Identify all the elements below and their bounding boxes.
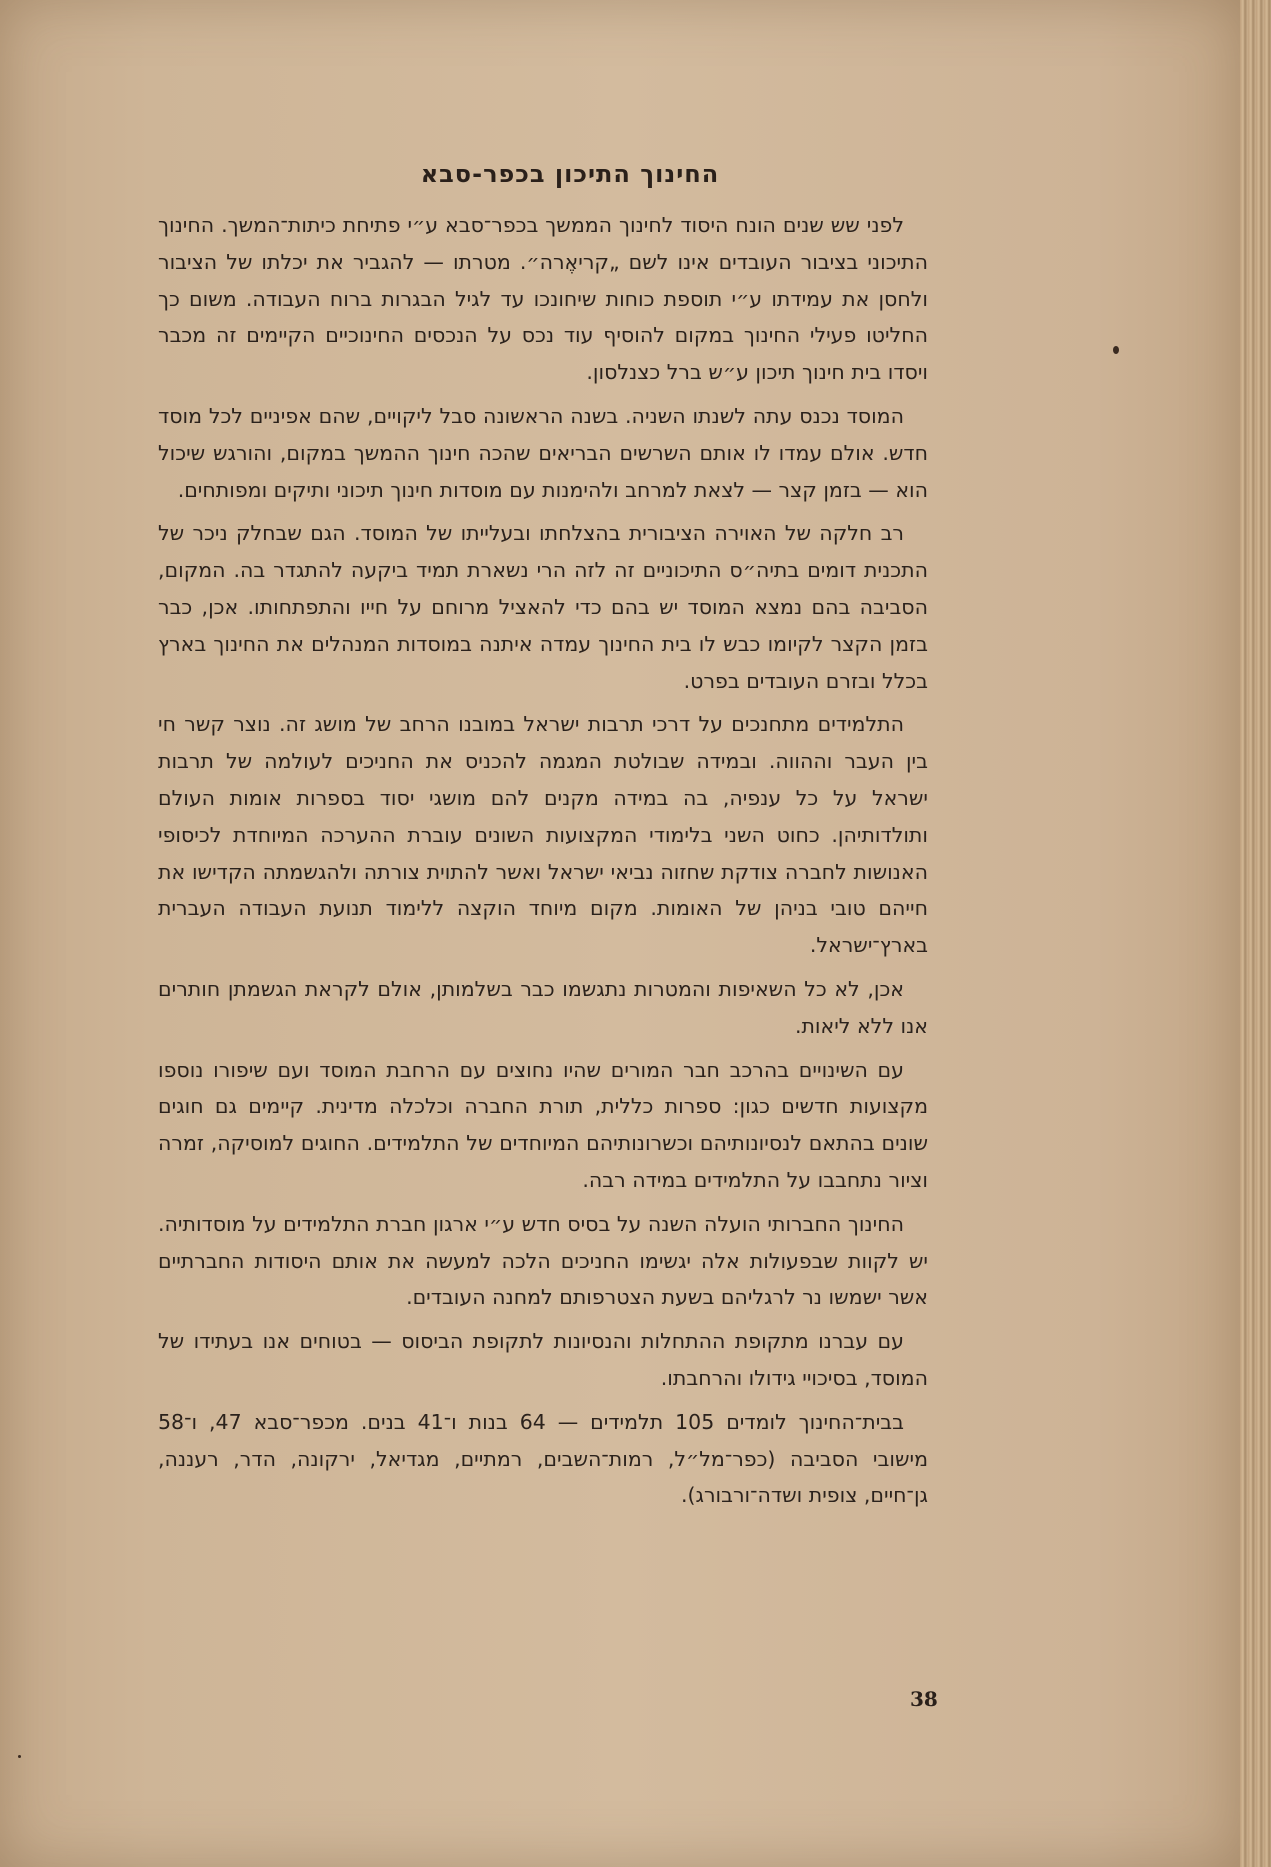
paragraph-1: לפני שש שנים הונח היסוד לחינוך הממשך בכפר־סבא ע״י פתיחת כיתות־המשך. החינוך התיכוני בציבור העובדים אינו לשם „קריאֶרה״. מטרתו — להגביר את יכלתו של הציבור ולחסן את עמידתו ע״י תוספת כוחות שיחונכו עד לגיל הבגרות ברוח העבודה. משום כך החליטו פעילי החינוך במקום להוסיף עוד נכס על הנכסים החינוכיים הקיימים זה מכבר ויסדו בית חינוך תיכון ע״ש ברל כצנלסון. (158, 213, 928, 385)
paragraph-2: המוסד נכנס עתה לשנתו השניה. בשנה הראשונה סבל ליקויים, שהם אפיניים לכל מוסד חדש. אולם עמדו לו אותם השרשים הבריאים שהכה חינוך ההמשך במקום, והורגש שיכול הוא — בזמן קצר — לצאת למרחב ולהימנות עם מוסדות חינוך תיכוני ותיקים ומפותחים. (158, 403, 928, 502)
paragraph-6: עם השינויים בהרכב חבר המורים שהיו נחוצים עם הרחבת המוסד ועם שיפורו נוספו מקצועות חדשים כגון: ספרות כללית, תורת החברה וכלכלה מדינית. קיימים גם חוגים שונים בהתאם לנסיונותיהם וכשרונותיהם המיוחדים של התלמידים. החוגים למוסיקה, זמרה וציור נתחבבו על התלמידים במידה רבה. (158, 1057, 928, 1192)
article-body (158, 207, 928, 1521)
paper-speck (1113, 346, 1119, 354)
paragraph-5: אכן, לא כל השאיפות והמטרות נתגשמו כבר בשלמותן, אולם לקראת הגשמתן חותרים אנו ללא ליאות. (158, 976, 928, 1038)
page-title: החינוך התיכון בכפר-סבא (420, 160, 720, 188)
paragraph-7: החינוך החברותי הועלה השנה על בסיס חדש ע״י ארגון חברת התלמידים על מוסדותיה. יש לקוות שבפעולות אלה יגשימו החניכים הלכה למעשה את אותם היסודות החברתיים אשר ישמשו נר לרגליהם בשעת הצטרפותם למחנה העובדים. (158, 1211, 928, 1310)
page-edge (1240, 0, 1271, 1867)
paragraph-4: התלמידים מתחנכים על דרכי תרבות ישראל במובנו הרחב של מושג זה. נוצר קשר חי בין העבר וההווה. ובמידה שבולטת המגמה להכניס את החניכים לעולמה של תרבות ישראל על כל ענפיה, בה במידה מקנים להם מושגי יסוד בספרות אומות העולם ותולדותיהן. כחוט השני בלימודי המקצועות השונים עוברת ההערכה המיוחדת לכיסופי האנושות לחברה צודקת שחזוה נביאי ישראל ואשר להתוית צורתה ולהגשמתה הקדישו את חייהם טובי בניהן של האומות. מקום מיוחד הוקצה ללימוד תנועת העבודה העברית בארץ־ישראל. (158, 712, 928, 958)
paragraph-9: בבית־החינוך לומדים 105 תלמידים — 64 בנות ו־41 בנים. מכפר־סבא 47, ו־58 מישובי הסביבה (כפר־מל״ל, רמות־השבים, רמתיים, מגדיאל, ירקונה, הדר, רעננה, גן־חיים, צופית ושדה־ורבורג). (158, 1409, 928, 1508)
paper-speck (18, 1755, 21, 1758)
paragraph-8: עם עברנו מתקופת ההתחלות והנסיונות לתקופת הביסוס — בטוחים אנו בעתידו של המוסד, בסיכויי גידולו והרחבתו. (158, 1329, 928, 1390)
paragraph-3: רב חלקה של האוירה הציבורית בהצלחתו ובעלייתו של המוסד. הגם שבחלק ניכר של התכנית דומים בתיה״ס התיכוניים זה לזה הרי נשארת תמיד ביקעה להתגדר בה. המקום, הסביבה בהם נמצא המוסד יש בהם כדי להאציל מרוחם על חייו והתפתחותו. אכן, כבר בזמן הקצר לקיומו כבש לו בית החינוך עמדה איתנה במוסדות המנהלים את החינוך בארץ בכלל ובזרם העובדים בפרט. (158, 521, 928, 693)
page-number: 38 (910, 1687, 938, 1711)
